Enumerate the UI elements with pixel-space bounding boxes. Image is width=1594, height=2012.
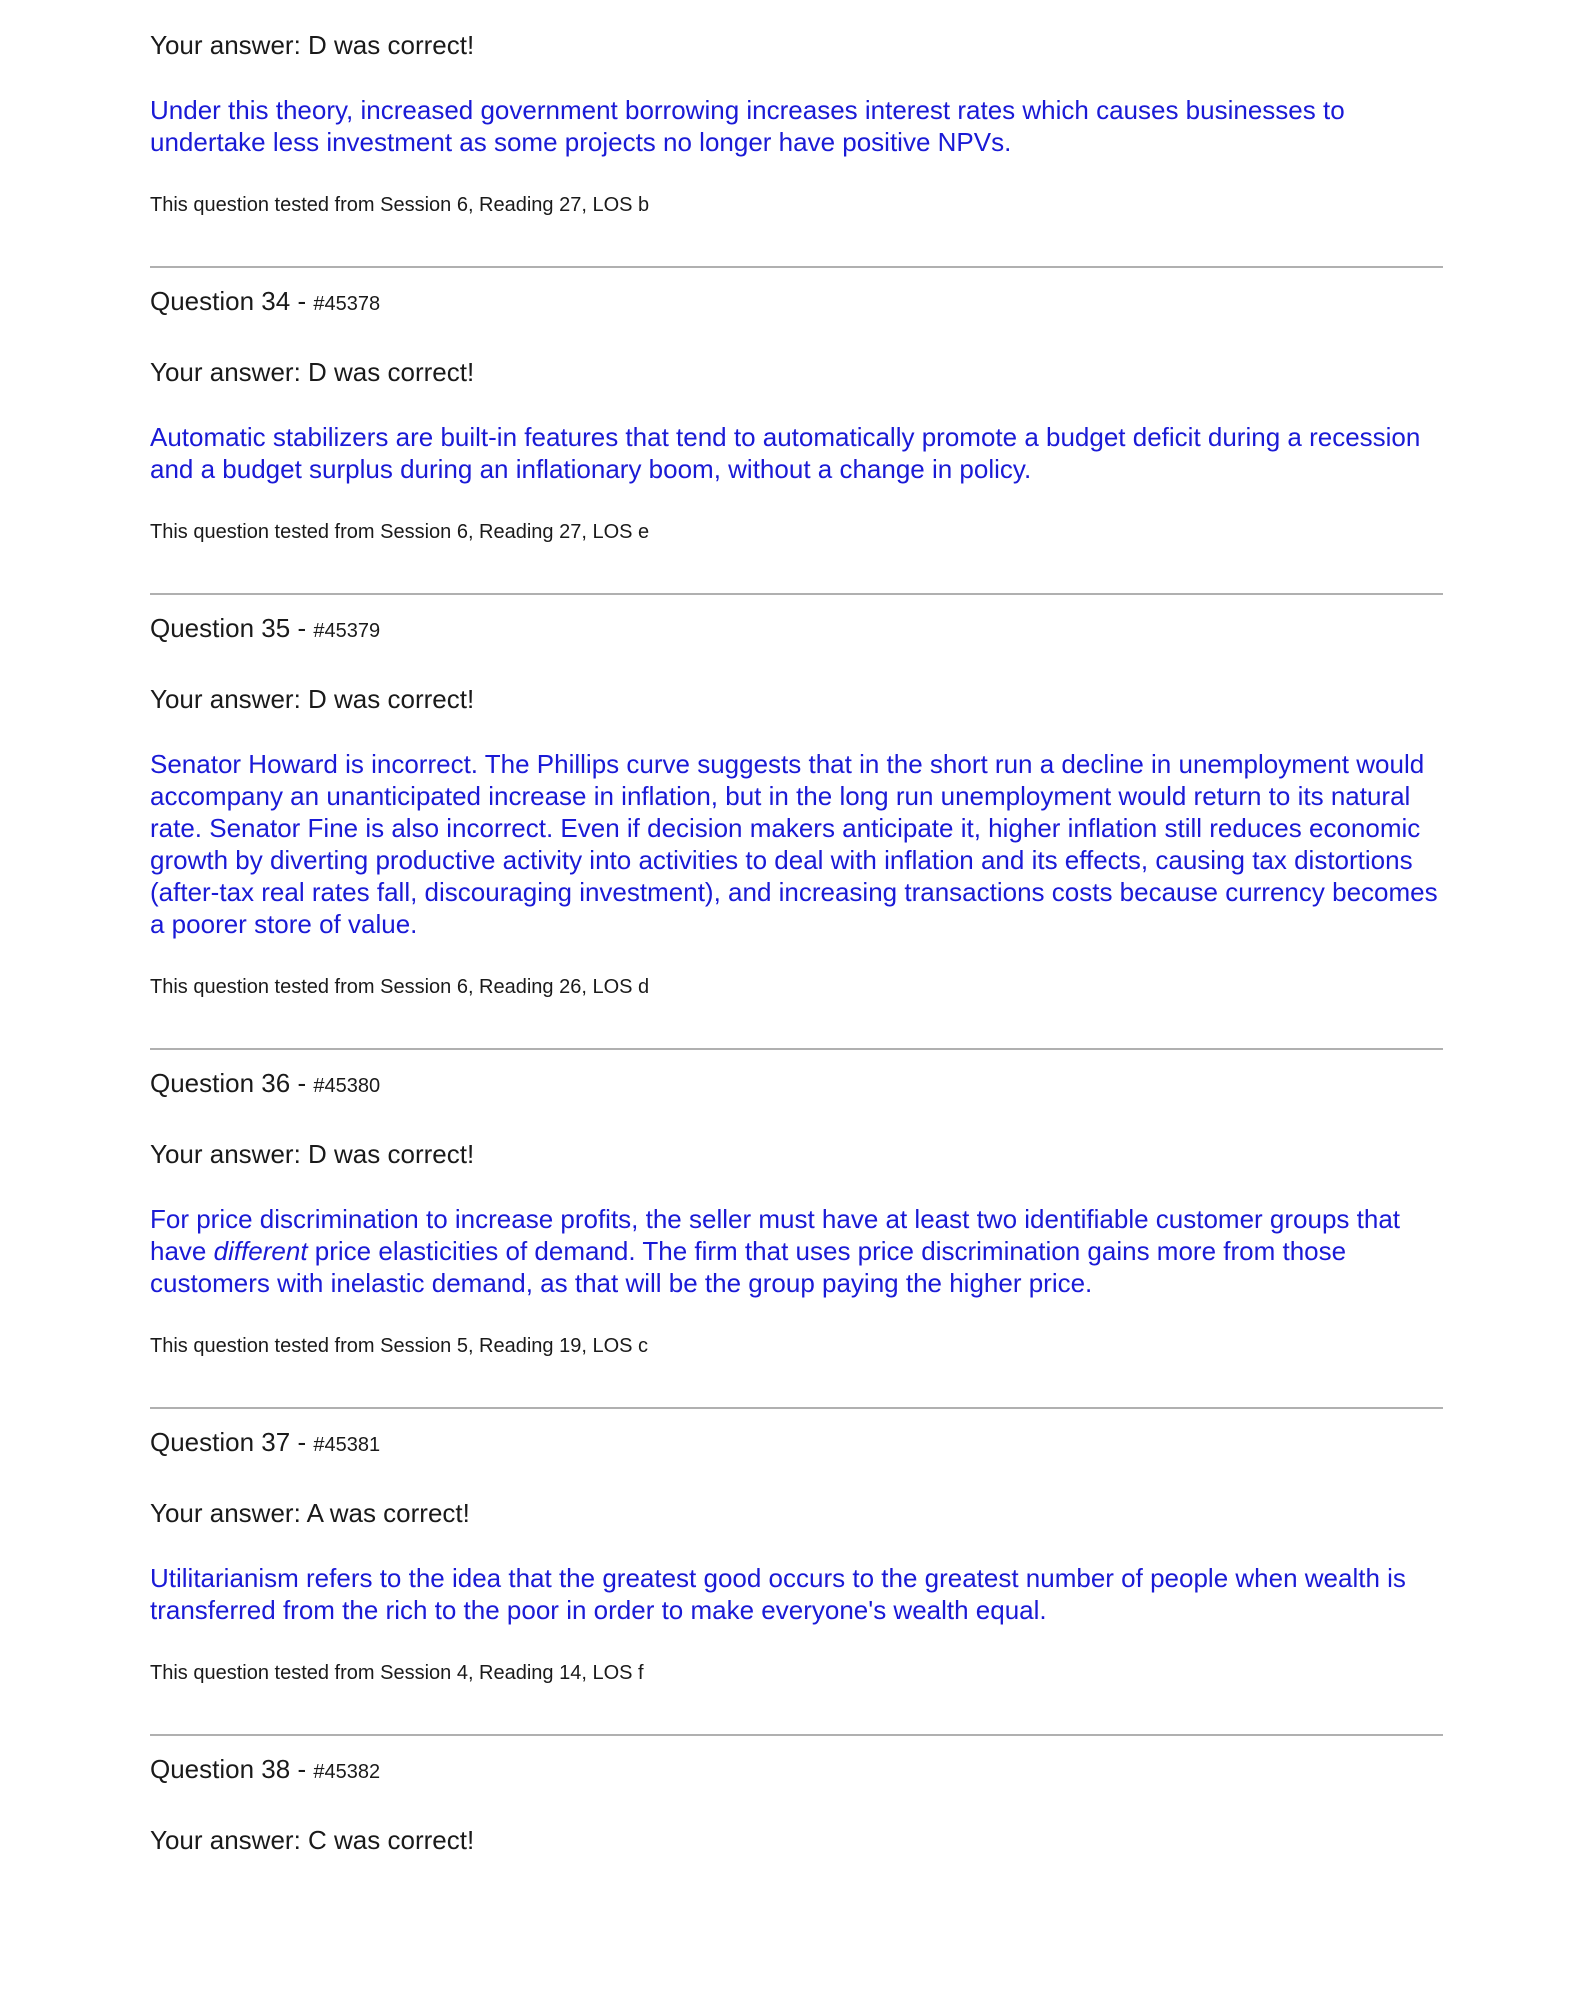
question-id: #45381 [313,1434,381,1456]
answer-result: Your answer: C was correct! [150,1825,475,1855]
question-title: Question 38 [150,1754,291,1784]
answer-result: Your answer: D was correct! [150,30,475,60]
answer-explanation: Senator Howard is incorrect. The Phillips curve suggests that in the short run a decline in unemployment would accompany an unanticipated increase in inflation, but in the long run unemployment would return to its natural rate. Senator Fine is also incorrect. Even if decision makers anticipate it, higher inflation still reduces economic growth by diverting productive activity into activities to deal with inflation and its effects, causing tax distortions (after-tax real rates fall, discouraging investment), and increasing transactions costs because currency becomes a poorer store of value. [150,749,1438,939]
answer-explanation: Utilitarianism refers to the idea that the greatest good occurs to the greatest number of people when wealth is transferred from the rich to the poor in order to make everyone's wealth equal. [150,1563,1406,1625]
question-block-36 [150,1066,1443,1359]
tested-reference: This question tested from Session 4, Reading 14, LOS f [150,1662,644,1684]
question-id: #45379 [313,620,381,642]
question-block-37 [150,1425,1443,1686]
answer-explanation [150,1203,1443,1299]
question-title: Question 37 [150,1427,291,1457]
question-header [150,1752,1443,1789]
question-title: Question 35 [150,613,291,643]
question-divider [150,1048,1443,1050]
question-header [150,611,1443,648]
question-divider [150,266,1443,268]
explanation-text-part2: price elasticities of demand. The firm that uses price discrimination gains more from those customers with inelastic demand, as that will be the group paying the higher price. [150,1236,1347,1298]
answer-result: Your answer: A was correct! [150,1498,470,1528]
answer-explanation: Automatic stabilizers are built-in features that tend to automatically promote a budget deficit during a recession and a budget surplus during an inflationary boom, without a change in policy. [150,422,1421,484]
question-block-34 [150,284,1443,545]
question-separator: - [290,613,314,643]
tested-reference: This question tested from Session 6, Reading 27, LOS b [150,194,650,216]
answer-explanation: Under this theory, increased government borrowing increases interest rates which causes businesses to undertake less investment as some projects no longer have positive NPVs. [150,95,1345,157]
question-header [150,1425,1443,1462]
question-divider [150,593,1443,595]
question-title: Question 36 [150,1068,291,1098]
question-id: #45380 [313,1075,381,1097]
answer-result: Your answer: D was correct! [150,1139,475,1169]
answer-result: Your answer: D was correct! [150,684,475,714]
question-block-continued [150,28,1443,218]
results-page [150,28,1443,1857]
question-separator: - [290,1754,314,1784]
answer-result: Your answer: D was correct! [150,357,475,387]
question-title: Question 34 [150,286,291,316]
explanation-text-part1: For price discrimination to increase profits, the seller must have at least two identifiable customer groups that have [150,1204,1401,1266]
question-separator: - [290,286,314,316]
question-block-38 [150,1752,1443,1857]
question-id: #45382 [313,1761,381,1783]
tested-reference: This question tested from Session 6, Reading 26, LOS d [150,976,650,998]
question-header [150,1066,1443,1103]
question-header [150,284,1443,321]
question-block-35 [150,611,1443,1000]
question-divider [150,1407,1443,1409]
tested-reference: This question tested from Session 5, Reading 19, LOS c [150,1335,649,1357]
tested-reference: This question tested from Session 6, Reading 27, LOS e [150,521,650,543]
explanation-emphasis: different [213,1236,308,1266]
question-separator: - [290,1427,314,1457]
question-id: #45378 [313,293,381,315]
question-separator: - [290,1068,314,1098]
question-divider [150,1734,1443,1736]
